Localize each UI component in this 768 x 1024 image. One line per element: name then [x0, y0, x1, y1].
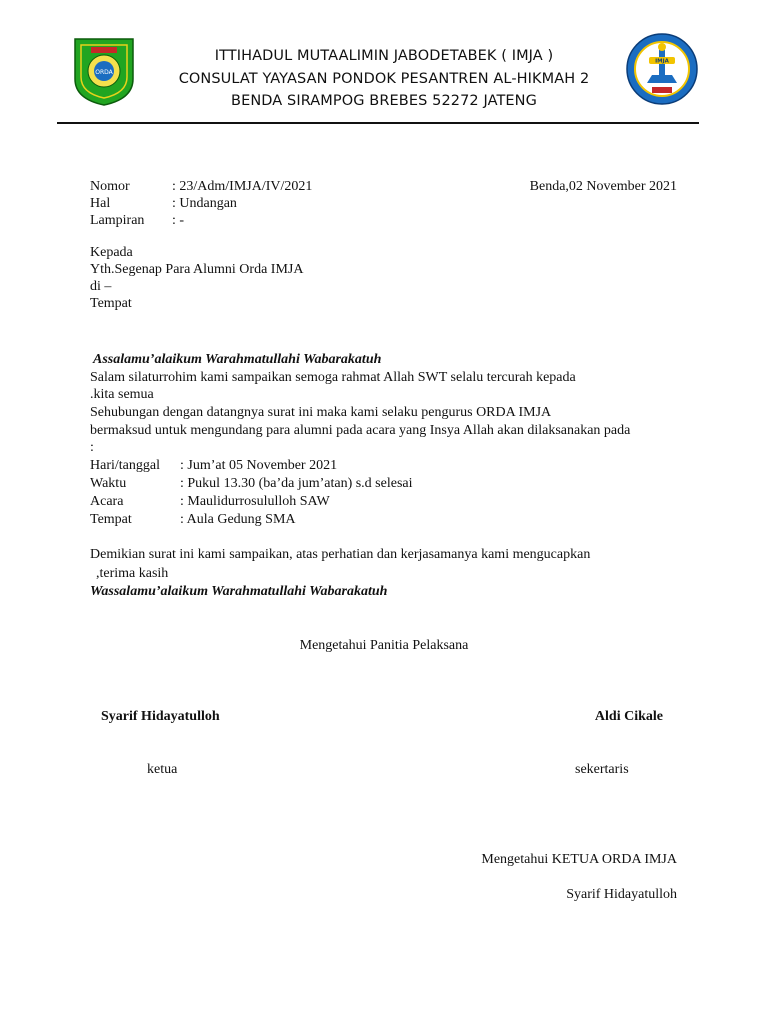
paragraph2-line2: bermaksud untuk mengundang para alumni pada acara yang Insya Allah akan dilaksanakan pada — [90, 423, 631, 438]
paragraph1-line1: Salam silaturrohim kami sampaikan semoga rahmat Allah SWT selalu tercurah kepada — [90, 370, 576, 385]
closing-line1: Demikian surat ini kami sampaikan, atas perhatian dan kerjasamanya kami mengucapkan — [90, 547, 591, 562]
nomor-value: : 23/Adm/IMJA/IV/2021 — [172, 179, 313, 194]
hal-label: Hal — [90, 196, 111, 211]
org-name: ITTIHADUL MUTAALIMIN JABODETABEK ( IMJA ) — [214, 48, 554, 64]
detail-label: Tempat — [90, 512, 132, 527]
lampiran-value: : - — [172, 213, 185, 228]
detail-label: Hari/tanggal — [90, 458, 160, 473]
recipient-line1: Kepada — [90, 245, 133, 260]
left-logo-text: ORDA — [95, 69, 113, 76]
nomor-row — [90, 179, 312, 195]
detail-value: : Jum’at 05 November 2021 — [180, 458, 338, 473]
farewell: Wassalamu’alaikum Warahmatullahi Wabarakatuh — [90, 584, 388, 599]
detail-value: : Aula Gedung SMA — [180, 512, 296, 527]
paragraph2-line1: Sehubungan dengan datangnya surat ini maka kami selaku pengurus ORDA IMJA — [90, 405, 552, 420]
detail-row — [90, 458, 337, 474]
detail-row — [90, 512, 296, 528]
approval-title: Mengetahui KETUA ORDA IMJA — [481, 852, 677, 867]
right-logo-text: IMJA — [655, 58, 669, 65]
recipient-line3: di – — [90, 279, 112, 294]
place-date: Benda,02 November 2021 — [529, 179, 677, 194]
detail-label: Acara — [90, 494, 124, 509]
left-signer-role: ketua — [147, 762, 178, 777]
detail-label: Waktu — [90, 476, 127, 491]
closing-line2: ,terima kasih — [96, 566, 169, 581]
lampiran-label: Lampiran — [90, 213, 145, 228]
left-signer-name: Syarif Hidayatulloh — [101, 709, 220, 724]
detail-row — [90, 476, 413, 492]
org-address: BENDA SIRAMPOG BREBES 52272 JATENG — [231, 93, 537, 109]
right-signer-name: Aldi Cikale — [594, 709, 663, 724]
paragraph2-line3: : — [90, 440, 94, 455]
greeting: Assalamu’alaikum Warahmatullahi Wabarakatuh — [93, 352, 382, 367]
detail-value: : Pukul 13.30 (ba’da jum’atan) s.d selesai — [180, 476, 413, 491]
committee-title: Mengetahui Panitia Pelaksana — [299, 638, 469, 653]
hal-row — [90, 196, 237, 212]
detail-row — [90, 494, 330, 510]
detail-value: : Maulidurrosululloh SAW — [180, 494, 330, 509]
recipient-line4: Tempat — [90, 296, 132, 311]
org-subtitle: CONSULAT YAYASAN PONDOK PESANTREN AL-HIKMAH 2 — [178, 71, 590, 87]
lampiran-row — [90, 213, 184, 229]
header-divider — [57, 122, 699, 124]
right-signer-role: sekertaris — [575, 762, 629, 777]
nomor-label: Nomor — [90, 179, 130, 194]
recipient-line2: Yth.Segenap Para Alumni Orda IMJA — [90, 262, 304, 277]
approval-name: Syarif Hidayatulloh — [566, 887, 677, 902]
paragraph1-line2: .kita semua — [90, 387, 154, 402]
hal-value: : Undangan — [172, 196, 237, 211]
